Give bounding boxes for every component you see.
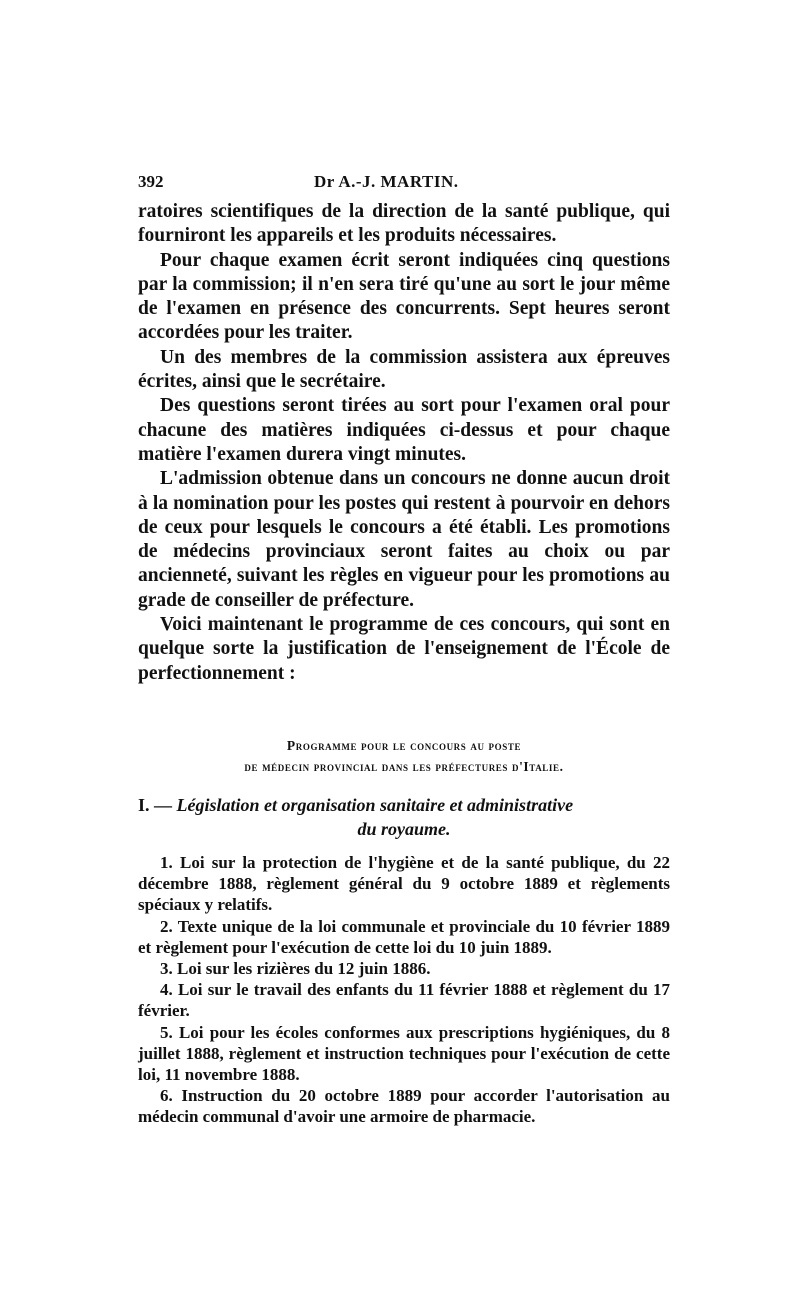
- program-heading-line: Programme pour le concours au poste: [286, 738, 522, 753]
- section-title: Législation et organisation sanitaire et administrative: [176, 795, 574, 815]
- list-item: 6. Instruction du 20 octobre 1889 pour accorder l'autorisation au médecin communal d'avoir une armoire de pharmacie.: [138, 1086, 670, 1127]
- running-title: Dr A.-J. MARTIN.: [314, 172, 459, 191]
- section-heading-line: [138, 793, 670, 817]
- paragraph: Un des membres de la commission assistera aux épreuves écrites, ainsi que le secrétaire.: [138, 346, 670, 393]
- section-heading: [138, 793, 670, 841]
- section-title-continued: du royaume.: [357, 819, 451, 839]
- running-header: [138, 172, 670, 196]
- paragraph: Des questions seront tirées au sort pour l'examen oral pour chacune des matières indiquées ci-dessus et pour chaque matière l'examen durera vingt minutes.: [138, 395, 670, 465]
- program-heading: [138, 735, 670, 777]
- page-number: 392: [138, 172, 164, 191]
- body-text: [138, 200, 670, 686]
- section-number: I. —: [138, 795, 173, 815]
- list-item: 2. Texte unique de la loi communale et provinciale du 10 février 1889 et règlement pour l'exécution de cette loi du 10 juin 1889.: [138, 916, 670, 957]
- list-item: 1. Loi sur la protection de l'hygiène et de la santé publique, du 22 décembre 1888, règlement général du 9 octobre 1889 et règlements spéciaux y relatifs.: [138, 853, 670, 915]
- legislation-list: [138, 852, 670, 1128]
- program-heading-line: de médecin provincial dans les préfectures d'Italie.: [244, 759, 564, 774]
- list-item: 3. Loi sur les rizières du 12 juin 1886.: [160, 959, 431, 979]
- list-item: 4. Loi sur le travail des enfants du 11 février 1888 et règlement du 17 février.: [138, 980, 670, 1021]
- paragraph: Pour chaque examen écrit seront indiquées cinq questions par la commission; il n'en sera tiré qu'une au sort le jour même de l'examen en présence des concurrents. Sept heures seront accordées pour les traiter.: [138, 249, 670, 344]
- paragraph: Voici maintenant le programme de ces concours, qui sont en quelque sorte la justification de l'enseignement de l'École de perfectionnement :: [138, 614, 670, 684]
- list-item: 5. Loi pour les écoles conformes aux prescriptions hygiéniques, du 8 juillet 1888, règlement et instruction techniques pour l'exécution de cette loi, 11 novembre 1888.: [138, 1022, 670, 1085]
- paragraph: L'admission obtenue dans un concours ne donne aucun droit à la nomination pour les postes qui restent à pourvoir en dehors de ceux pour lesquels le concours a été établi. Les promotions de médecins provinciaux seront faites au choix ou par ancienneté, suivant les règles en vigueur pour les promotions au grade de conseiller de préfecture.: [138, 468, 670, 611]
- paragraph: ratoires scientifiques de la direction de la santé publique, qui fourniront les appareils et les produits nécessaires.: [138, 201, 670, 247]
